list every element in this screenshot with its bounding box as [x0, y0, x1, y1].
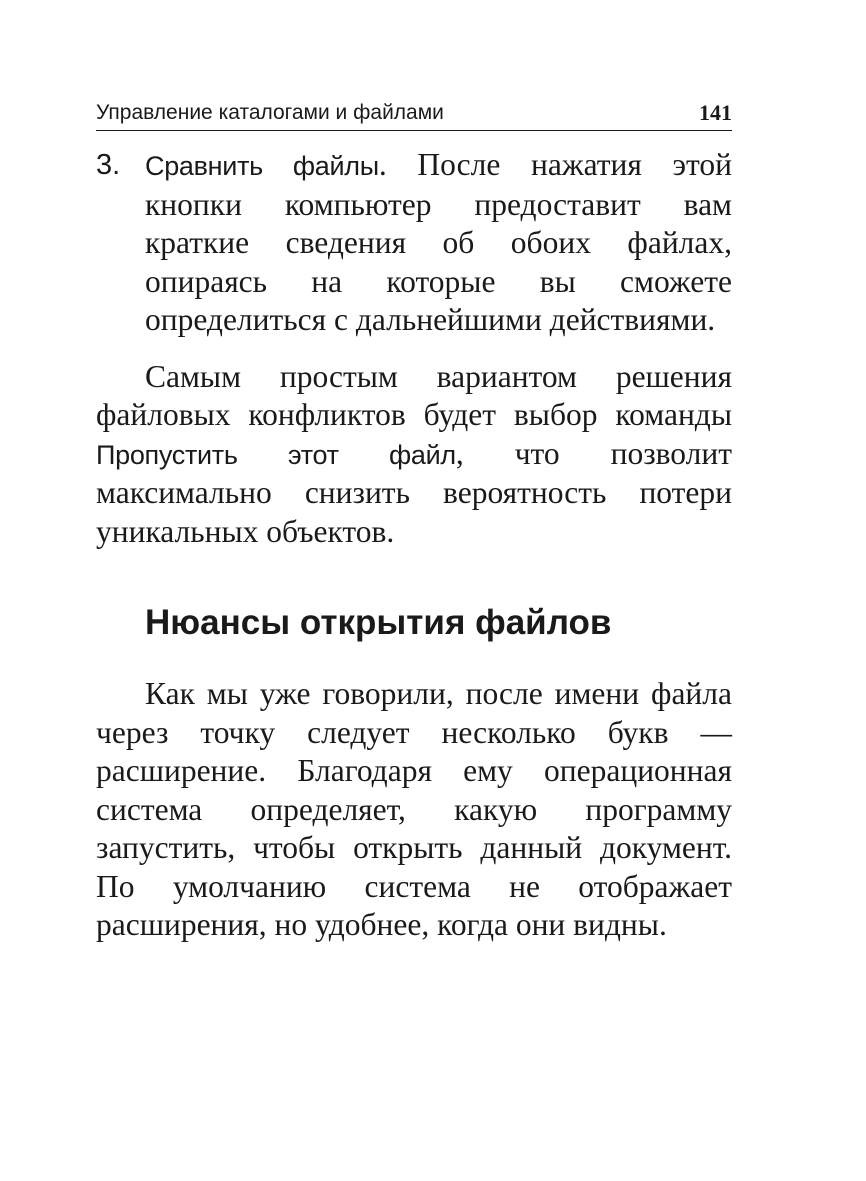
book-page: [96, 100, 732, 945]
paragraph-text-after: , что позволит максимально снизить вероятность потери уникальных объектов.: [96, 435, 732, 549]
body-paragraph: Как мы уже говорили, после имени файла через точку следует несколько букв — расширение. Благодаря ему операционная система определяет, какую программу запустить, чтобы открыть данный документ. По умолчанию система не отображает расширения, но удобнее, когда они видны.: [96, 676, 732, 942]
list-item-number: 3.: [96, 149, 121, 181]
list-item-description: . После нажатия этой кнопки компьютер предоставит вам краткие сведения об обоих файлах, опираясь на которые вы сможете определиться с дальнейшими действиями.: [145, 147, 733, 337]
section-heading: Нюансы открытия файлов: [145, 603, 612, 642]
page-number: 141: [699, 100, 732, 125]
running-head-title: Управление каталогами и файлами: [96, 101, 444, 124]
body-paragraph: [96, 358, 732, 552]
list-item-text: [145, 146, 732, 340]
list-item: [96, 146, 732, 340]
ui-term-compare-files: Сравнить файлы: [145, 151, 379, 181]
running-head: [96, 100, 732, 131]
paragraph-text-before: Самым простым вариантом решения файловых конфликтов будет выбор команды: [96, 358, 732, 432]
ui-term-skip-file: Пропустить этот файл: [96, 439, 456, 470]
